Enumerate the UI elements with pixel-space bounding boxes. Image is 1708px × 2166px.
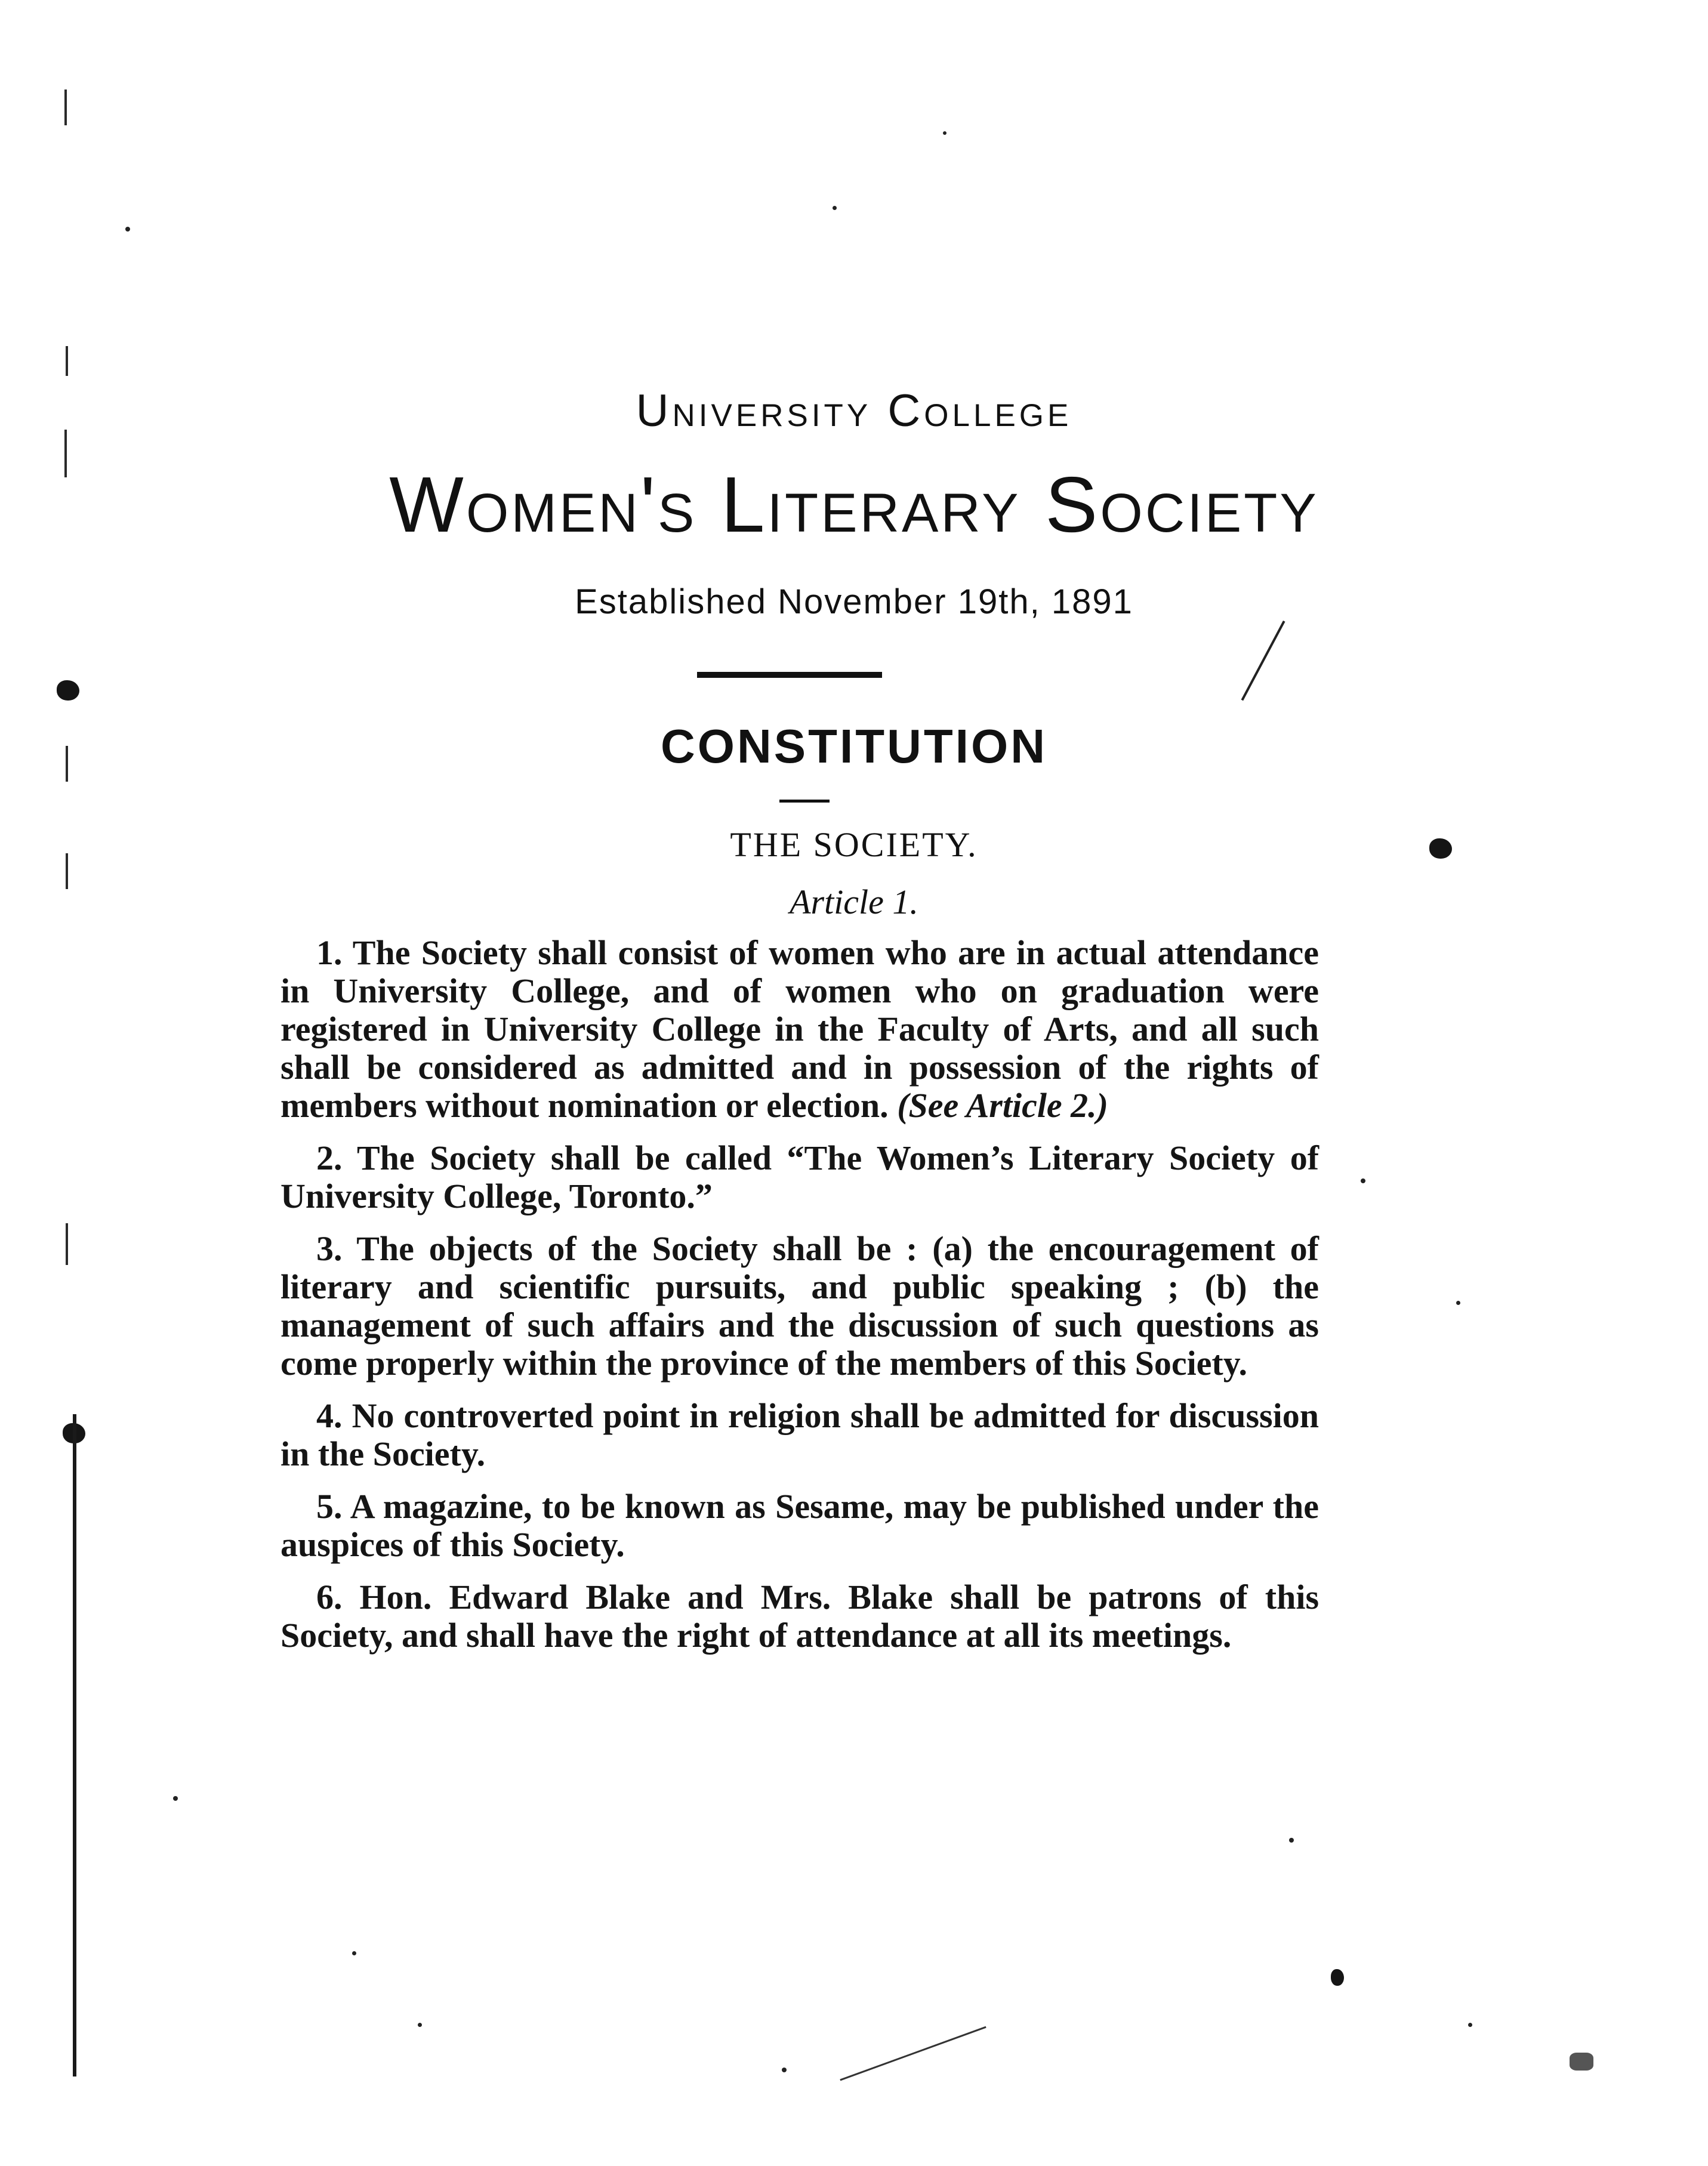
paragraph-2 xyxy=(280,1139,1319,1215)
scan-artifact xyxy=(352,1951,356,1955)
paragraph-number: 5. xyxy=(316,1487,343,1526)
paragraph-number: 1. xyxy=(316,933,343,972)
paragraph-6 xyxy=(280,1578,1319,1655)
paragraph-number: 6. xyxy=(316,1578,343,1616)
paragraph-number: 2. xyxy=(316,1138,343,1177)
scan-artifact xyxy=(1289,1838,1294,1843)
scan-artifact xyxy=(840,2026,986,2081)
divider-rule xyxy=(697,672,882,678)
paragraph-3 xyxy=(280,1230,1319,1383)
scan-artifact xyxy=(73,1414,76,2076)
constitution-body xyxy=(280,934,1319,1669)
scan-artifact xyxy=(66,1223,68,1265)
established-date: Established November 19th, 1891 xyxy=(575,582,1133,621)
scan-artifact xyxy=(64,90,67,125)
paragraph-number: 3. xyxy=(316,1229,343,1268)
paragraph-number: 4. xyxy=(316,1396,343,1435)
scan-artifact xyxy=(1241,621,1285,701)
scan-artifact xyxy=(1331,1969,1344,1986)
scan-artifact xyxy=(833,206,837,210)
paragraph-5 xyxy=(280,1488,1319,1564)
article-heading: Article 1. xyxy=(790,883,918,921)
society-name: Women's Literary Society xyxy=(389,461,1319,548)
document-title: CONSTITUTION xyxy=(661,720,1047,773)
paragraph-4 xyxy=(280,1397,1319,1473)
paragraph-text: The Society shall consist of women who are in actual attendance in University College, and of women who on graduation were registered in University College in the Faculty of Arts, and all such shall be considered as admitted and in possession of the rights of members without nomination or election. xyxy=(280,933,1319,1125)
scan-artifact xyxy=(1361,1178,1365,1183)
article-reference: (See Article 2.) xyxy=(897,1086,1108,1125)
paragraph-text: The Society shall be called “The Women’s Literary Society of University College, Toronto.” xyxy=(280,1138,1319,1215)
paragraph-1 xyxy=(280,934,1319,1125)
section-heading: THE SOCIETY. xyxy=(730,825,978,864)
scan-artifact xyxy=(125,227,130,232)
scan-artifact xyxy=(1570,2053,1593,2071)
scan-artifact xyxy=(173,1796,178,1801)
college-name: University College xyxy=(636,385,1072,436)
divider-rule xyxy=(779,800,830,803)
paragraph-text: Hon. Edward Blake and Mrs. Blake shall be patrons of this Society, and shall have the right of attendance at all its meetings. xyxy=(280,1578,1319,1655)
scan-artifact xyxy=(418,2023,422,2027)
paragraph-text: The objects of the Society shall be : (a) the encouragement of literary and scientific pursuits, and public speaking ; (b) the management of such affairs and the discussion of such questions as come properly within the province of the members of this Society. xyxy=(280,1229,1319,1383)
paragraph-text: No controverted point in religion shall be admitted for discussion in the Society. xyxy=(280,1396,1319,1473)
scan-artifact xyxy=(1468,2023,1472,2027)
scan-artifact xyxy=(1456,1301,1460,1305)
scan-artifact xyxy=(57,680,79,701)
scan-artifact xyxy=(782,2068,787,2072)
scan-artifact xyxy=(943,131,947,135)
paragraph-text: A magazine, to be known as Sesame, may be published under the auspices of this Society. xyxy=(280,1487,1319,1564)
scan-artifact xyxy=(66,346,68,376)
